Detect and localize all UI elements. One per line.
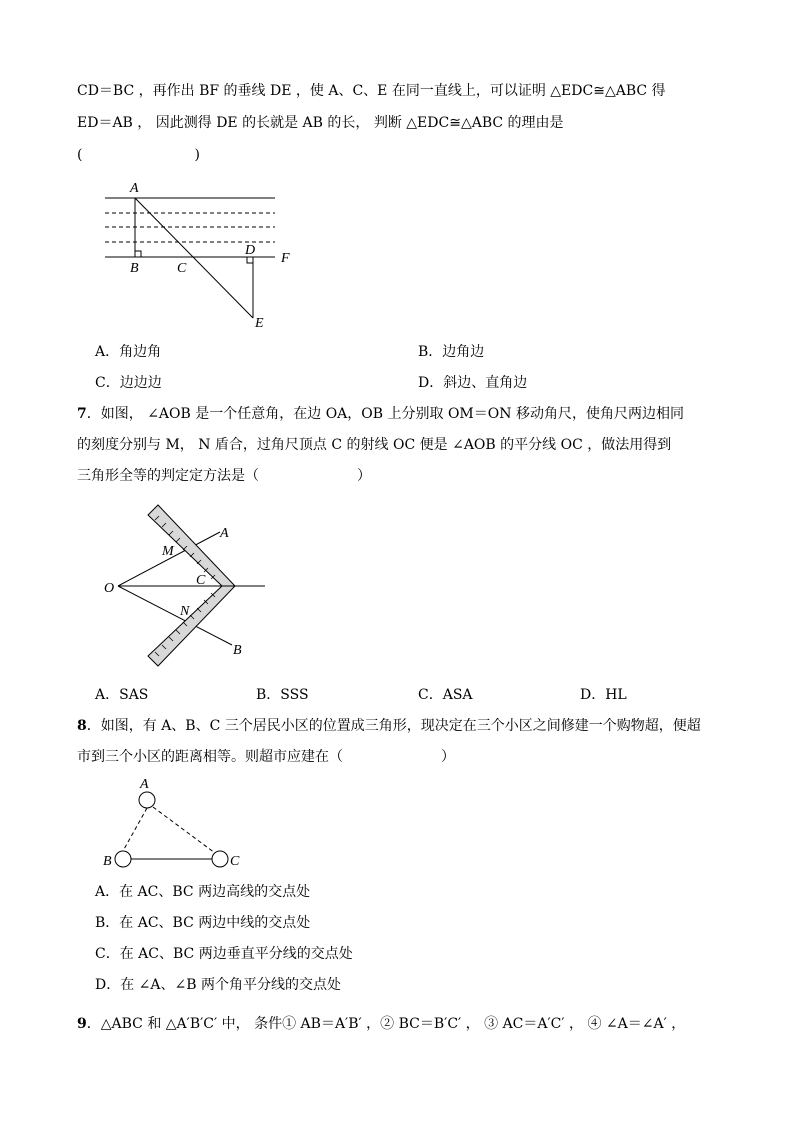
q8-line1-text: ．如图，有 A、B、C 三个居民小区的位置成三角形，现决定在三个小区之间修建一个购物超，便超 <box>86 718 701 734</box>
q6-option-d[interactable]: D．斜边、直角边 <box>418 375 528 391</box>
q6-label-c: C <box>177 261 187 276</box>
q7-option-b[interactable]: B．SSS <box>256 687 309 703</box>
q9-number: 9 <box>77 1016 87 1032</box>
q6-label-a: A <box>130 181 139 196</box>
q7-label-m: M <box>162 544 174 559</box>
q7-text-line1 <box>77 404 684 424</box>
q7-text-line3: 三角形全等的判定定方法是（ ） <box>77 468 371 484</box>
q7-label-b: B <box>233 643 242 658</box>
q6-label-b: B <box>130 261 139 276</box>
q6-figure <box>95 175 305 335</box>
q7-line1-text: ．如图， ∠AOB 是一个任意角，在边 OA，OB 上分别取 OM＝ON 移动角尺，使角尺两边相同 <box>86 406 684 422</box>
q7-option-c[interactable]: C．ASA <box>418 687 473 703</box>
q7-label-c: C <box>196 573 206 588</box>
q7-option-a[interactable]: A．SAS <box>95 687 149 703</box>
q9-line1-text: ．△ABC 和 △A′B′C′ 中， 条件① AB＝A′B′ ，② BC＝B′C′ ， ③ AC＝A′C′ ， ④ ∠A＝∠A′ ， <box>86 1016 686 1032</box>
q8-option-a[interactable]: A．在 AC、BC 两边高线的交点处 <box>95 884 311 900</box>
q8-label-a: A <box>140 777 149 792</box>
q7-label-n: N <box>180 604 190 619</box>
q6-label-e: E <box>255 316 264 331</box>
q7-label-a: A <box>220 526 229 541</box>
q7-figure <box>100 500 275 670</box>
q8-option-b[interactable]: B．在 AC、BC 两边中线的交点处 <box>95 915 311 931</box>
q6-option-c[interactable]: C．边边边 <box>95 375 162 391</box>
q9-text-line1 <box>77 1014 685 1034</box>
q8-number: 8 <box>77 718 87 734</box>
q6-answer-blank: ( ) <box>77 147 200 163</box>
q6-label-d: D <box>245 243 256 258</box>
q7-number: 7 <box>77 406 87 422</box>
q8-figure <box>100 775 250 875</box>
q8-option-c[interactable]: C．在 AC、BC 两边垂直平分线的交点处 <box>95 946 353 962</box>
q6-text-line2: ED＝AB ， 因此测得 DE 的长就是 AB 的长， 判断 △EDC≅△ABC 的理由是 <box>77 115 564 131</box>
q6-label-f: F <box>281 251 290 266</box>
q8-label-b: B <box>103 854 112 869</box>
q8-option-d[interactable]: D．在 ∠A、∠B 两个角平分线的交点处 <box>95 977 341 993</box>
q6-option-b[interactable]: B．边角边 <box>418 344 485 360</box>
q8-text-line2: 市到三个小区的距离相等。则超市应建在（ ） <box>77 749 455 765</box>
q6-text-line1: CD＝BC ，再作出 BF 的垂线 DE ，使 A、C、E 在同一直线上，可以证明 △EDC≅△ABC 得 <box>77 83 666 99</box>
q6-option-a[interactable]: A．角边角 <box>95 344 162 360</box>
q7-text-line2: 的刻度分别与 M， N 盾合，过角尺顶点 C 的射线 OC 便是 ∠AOB 的平分线 OC ，做法用得到 <box>77 437 672 453</box>
q7-label-o: O <box>104 581 115 596</box>
q8-label-c: C <box>230 854 240 869</box>
q8-text-line1 <box>77 716 701 736</box>
q7-option-d[interactable]: D．HL <box>580 687 627 703</box>
